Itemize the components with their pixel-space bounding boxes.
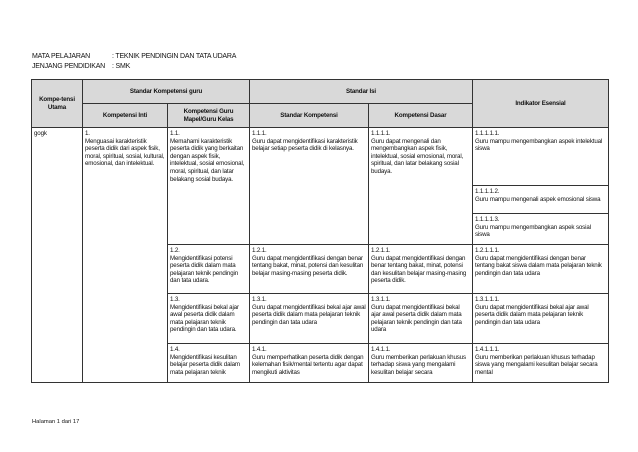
kd-text: Guru dapat mengenali dan mengembangkan aspek fisik, intelektual, sosial emosional, moral, spiritual, dan latar belakang sosial budaya. [371,137,464,175]
sk-text: Guru memperhatikan peserta didik dengan kelemahan fisik/mental tertentu agar dapat mengikuti aktivitas [252,353,364,376]
kd-number: 1.1.1.1. [371,130,391,137]
indikator-number: 1.2.1.1.1. [475,247,500,254]
sk-number: 1.4.1. [252,346,267,353]
mapel-number: 1.4. [170,346,180,353]
mapel-number: 1.2. [170,247,180,254]
header-kompetensi-inti: Kompetensi Inti [83,104,168,128]
inti-text: Menguasai karakteristik peserta didik dari aspek fisik, moral, spiritual, sosial, kultural, emosional, dan intelektual. [85,137,165,168]
header-kompetensi-dasar: Kompetensi Dasar [369,104,473,128]
utama-text: gogk [34,130,47,137]
meta-level-row [32,62,236,72]
cell-kompetensi-dasar [369,245,473,294]
cell-standar-kompetensi [250,128,369,245]
indikator-text: Guru mampu mengembangkan aspek sosial siswa [475,223,591,239]
cell-kompetensi-utama [32,128,83,383]
cell-indikator [473,214,609,245]
cell-kompetensi-dasar [369,294,473,344]
header-indikator: Indikator Esensial [473,80,609,128]
cell-mapel [168,294,250,344]
indikator-text: Guru mampu mengenali aspek emosional siswa [475,195,601,203]
cell-standar-kompetensi [250,245,369,294]
header-kompetensi-guru-mapel: Kompetensi Guru Mapel/Guru Kelas [168,104,250,128]
indikator-number: 1.4.1.1.1. [475,346,500,353]
cell-kompetensi-dasar [369,128,473,245]
kd-number: 1.4.1.1. [371,346,391,353]
sk-number: 1.1.1. [252,130,267,137]
mapel-text: Mengidentifikasi bekal ajar awal peserta didik dalam mata pelajaran teknik pendingin dan tata udara. [170,303,239,334]
subject-value: : TEKNIK PENDINGIN DAN TATA UDARA [112,53,237,60]
indikator-number: 1.1.1.1.2. [475,188,500,195]
cell-mapel [168,344,250,383]
sk-number: 1.2.1. [252,247,267,254]
kd-text: Guru memberikan perlakuan khusus terhadap siswa yang mengalami kesulitan belajar secara [371,353,466,376]
header-standar-isi: Standar Isi [250,80,473,104]
indikator-number: 1.1.1.1.1. [475,130,500,137]
indikator-number: 1.1.1.1.3. [475,216,500,223]
indikator-number: 1.3.1.1.1. [475,296,500,303]
competency-table [31,79,609,383]
cell-mapel [168,245,250,294]
kd-text: Guru dapat mengidentifikasi dengan benar tentang bakat, minat, potensi dan kesulitan belajar masing-masing peserta didik. [371,254,467,285]
cell-indikator [473,344,609,383]
cell-kompetensi-dasar [369,344,473,383]
page-number: Halaman 1 dari 17 [32,419,80,425]
cell-kompetensi-inti [83,128,168,383]
sk-text: Guru dapat mengidentifikasi karakteristik belajar setiap peserta didik di kelasnya. [252,137,358,153]
indikator-text: Guru dapat mengidentifikasi dengan benar tentang bakat siswa dalam mata pelajaran teknik pendingin dan tata udara [475,254,602,277]
header-kompetensi-utama: Kompe-tensi Utama [32,80,83,128]
cell-standar-kompetensi [250,344,369,383]
cell-standar-kompetensi [250,294,369,344]
mapel-number: 1.1. [170,130,180,137]
sk-text: Guru dapat mengidentifikasi dengan benar tentang bakat, minat, potensi dan kesulitan belajar masing-masing peserta didik. [252,254,364,277]
cell-mapel [168,128,250,245]
document-meta [32,52,236,72]
kd-number: 1.3.1.1. [371,296,391,303]
cell-indikator [473,186,609,214]
sk-number: 1.3.1. [252,296,267,303]
cell-indikator [473,294,609,344]
mapel-text: Mengidentifikasi kesulitan belajar peserta didik dalam mata pelajaran teknik [170,353,240,376]
subject-label: MATA PELAJARAN [32,53,91,60]
indikator-text: Guru mampu mengembangkan aspek intelektual siswa [475,137,603,153]
mapel-text: Memahami karakteristik peserta didik yang berkaitan dengan aspek fisik, intelektual, sosial emosional, moral, spiritual, dan latar belakang sosial budaya. [170,137,245,183]
header-standar-kompetensi: Standar Kompetensi [250,104,369,128]
indikator-text: Guru memberikan perlakuan khusus terhadap siswa yang mengalami kesulitan belajar secara mental [475,353,598,376]
kd-number: 1.2.1.1. [371,247,391,254]
cell-indikator [473,128,609,186]
indikator-text: Guru dapat mengidentifikasi bekal ajar awal peserta didik dalam mata pelajaran teknik pendingin dan tata udara [475,303,589,326]
mapel-number: 1.3. [170,296,180,303]
header-standar-guru: Standar Kompetensi guru [83,80,250,104]
level-label: JENJANG PENDIDIKAN [32,63,106,70]
table-row [32,128,609,186]
meta-subject-row [32,52,236,62]
level-value: : SMK [112,63,131,70]
sk-text: Guru dapat mengidentifikasi bekal ajar awal peserta didik dalam mata pelajaran teknik pendingin dan tata udara [252,303,366,326]
cell-indikator [473,245,609,294]
kd-text: Guru dapat mengidentifikasi bekal ajar awal peserta didik dalam mata pelajaran teknik pendingin dan tata udara [371,303,462,334]
mapel-text: Mengidentifikasi potensi peserta didik dalam mata pelajaran teknik pendingin dan tata udara. [170,254,238,285]
inti-number: 1. [85,130,90,137]
